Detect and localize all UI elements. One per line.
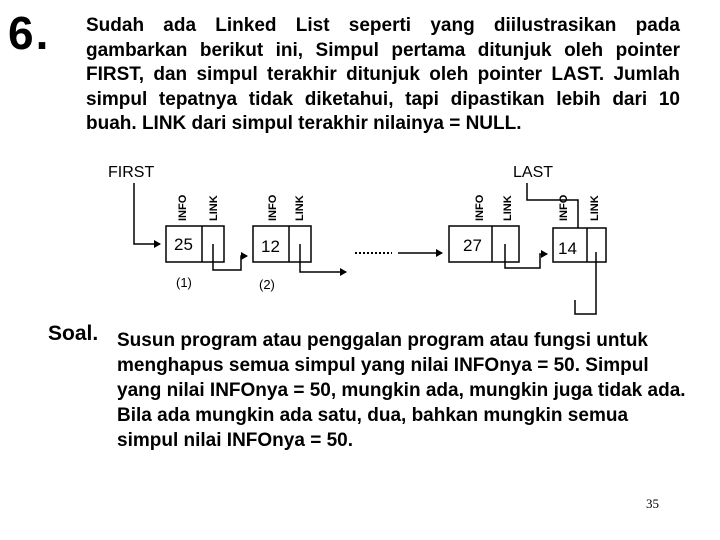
first-pointer-label: FIRST [108, 164, 155, 181]
node-1-info-value: 25 [174, 235, 193, 254]
node-4-link-label: LINK [589, 195, 601, 221]
node-2-info-value: 12 [261, 237, 280, 256]
node-3-info-value: 27 [463, 236, 482, 255]
node-2-info-label: INFO [267, 194, 279, 221]
soal-label: Soal. [48, 322, 99, 345]
soal-text: Susun program atau penggalan program atau fungsi untuk menghapus semua simpul yang nilai INFOnya = 50. Simpul yang nilai INFOnya = 50, mungkin ada, mungkin juga tidak ada. Bila ada mungkin ada satu, dua, bahkan mungkin semua simpul nilai INFOnya = 50. [117, 330, 686, 451]
node-2 [253, 194, 311, 292]
link-arrow-2-next [300, 244, 346, 272]
last-pointer-label: LAST [513, 164, 554, 181]
node-1-index: (1) [176, 275, 192, 290]
last-pointer-line [527, 183, 578, 228]
link-arrow-3-4 [505, 244, 547, 268]
node-3-box [449, 226, 519, 262]
node-1 [166, 194, 224, 290]
question-text: Sudah ada Linked List seperti yang diilustrasikan pada gambarkan berikut ini, Simpul pertama ditunjuk oleh pointer FIRST, dan simpul terakhir ditunjuk oleh pointer LAST. Jumlah simpul tepatnya tidak diketahui, tapi dipastikan lebih dari 10 buah. LINK dari simpul terakhir nilainya = NULL. [86, 15, 680, 135]
node-1-info-label: INFO [177, 194, 189, 221]
page-number: 35 [646, 496, 659, 511]
node-4-info-label: INFO [558, 194, 570, 221]
node-4-info-value: 14 [558, 239, 577, 258]
node-2-link-label: LINK [294, 195, 306, 221]
question-number: 6. [8, 7, 51, 59]
node-1-link-label: LINK [208, 195, 220, 221]
node-3-info-label: INFO [474, 194, 486, 221]
first-pointer-arrow [134, 183, 160, 244]
node-3 [449, 194, 519, 262]
node-4 [553, 194, 606, 262]
node-3-link-label: LINK [502, 195, 514, 221]
link-arrow-1-2 [213, 244, 247, 270]
node-2-index: (2) [259, 277, 275, 292]
